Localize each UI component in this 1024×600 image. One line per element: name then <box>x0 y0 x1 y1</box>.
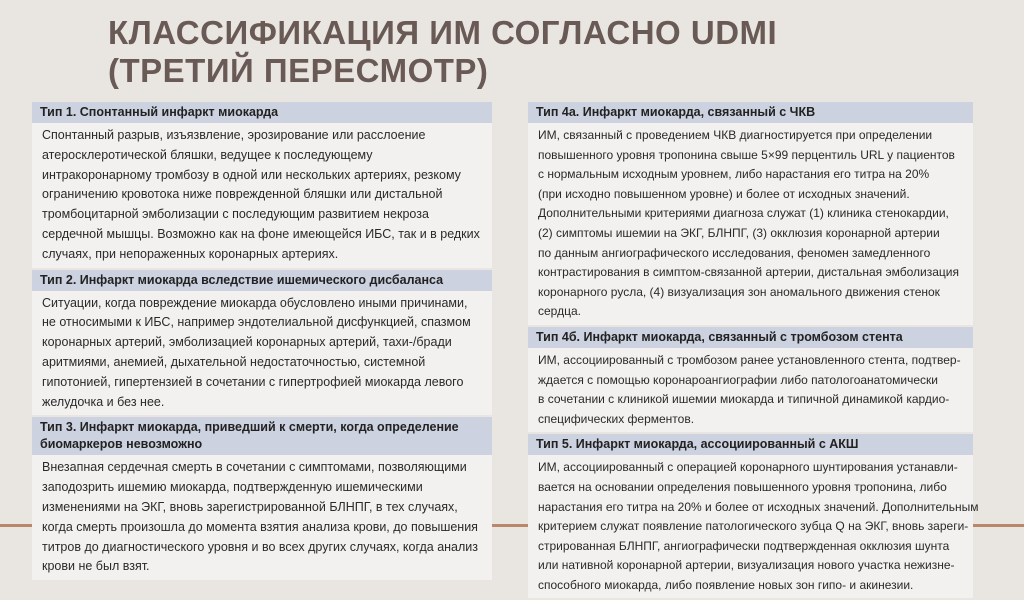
right-type-card <box>528 327 973 432</box>
description-line: нарастания его титра на 20% и более от исходных значений. Дополнительным <box>538 499 979 514</box>
description-line: по данным ангиографического исследования, феномен замедленного <box>538 245 931 260</box>
type-header-line: Тип 1. Спонтанный инфаркт миокарда <box>40 105 279 119</box>
description-line: Внезапная сердечная смерть в сочетании с симптомами, позволяющими <box>42 460 467 475</box>
description-line: повышенного уровня тропонина свыше 5×99 перцентиль URL у пациентов <box>538 147 955 162</box>
type-header-line: Тип 4б. Инфаркт миокарда, связанный с тромбозом стента <box>536 329 903 344</box>
description-line: желудочка и без нее. <box>42 394 165 409</box>
description-line: специфических ферментов. <box>538 411 695 426</box>
description-line: тромбоцитарной эмболизации с последующим развитием некроза <box>42 207 429 222</box>
type-description <box>528 348 973 432</box>
description-line: интракоронарному тромбозу в одной или нескольких артериях, резкому <box>42 167 461 182</box>
type-header <box>528 434 973 455</box>
type-header <box>32 102 492 123</box>
type-header <box>528 102 973 123</box>
left-type-card <box>32 102 492 268</box>
description-line: ИМ, связанный с проведением ЧКВ диагностируется при определении <box>538 128 933 142</box>
description-line: Спонтанный разрыв, изъязвление, эрозирование или расслоение <box>42 128 426 142</box>
description-line: способного миокарда, либо появление новых зон гипо- и акинезии. <box>538 577 914 592</box>
type-description <box>32 291 492 416</box>
description-line: ограничению кровотока ниже поврежденной бляшки или дистальной <box>42 187 443 202</box>
description-line: изменениями на ЭКГ, вновь зарегистрированной БЛНПГ, в тех случаях, <box>42 499 458 514</box>
type-description <box>32 455 492 580</box>
type-description <box>528 455 979 598</box>
slide-title-line-2: (ТРЕТИЙ ПЕРЕСМОТР) <box>108 52 489 89</box>
type-header-line: Тип 4а. Инфаркт миокарда, связанный с ЧКВ <box>536 105 816 119</box>
description-line: гипотонией, гипертензией в сочетании с гипертрофией миокарда левого <box>42 374 464 389</box>
description-line: коронарных артерий, эмболизацией коронарных артерий, тахи-/бради <box>42 335 452 350</box>
description-line: не относимыми к ИБС, например эндотелиальной дисфункцией, спазмом <box>42 315 471 330</box>
description-line: когда смерть произошла до момента взятия анализа крови, до повышения <box>42 519 478 534</box>
description-line: критерием служат появление патологического зубца Q на ЭКГ, вновь зареги- <box>538 519 969 534</box>
description-line: ИМ, ассоциированный с тромбозом ранее установленного стента, подтвер- <box>538 352 961 367</box>
left-column <box>32 102 492 582</box>
slide-title <box>108 14 808 90</box>
type-header-line: Тип 5. Инфаркт миокарда, ассоциированный с АКШ <box>536 437 859 452</box>
right-type-card <box>528 102 973 325</box>
description-line: случаях, при непораженных коронарных артериях. <box>42 246 339 261</box>
description-line: крови не был взят. <box>42 559 150 574</box>
right-column <box>528 102 979 600</box>
type-header <box>32 270 492 291</box>
left-type-card <box>32 417 492 580</box>
type-header-line: Тип 3. Инфаркт миокарда, приведший к смерти, когда определение <box>40 420 459 435</box>
description-line: в сочетании с клиникой ишемии миокарда и типичной динамикой кардио- <box>538 392 950 407</box>
description-line: с нормальным исходным уровнем, либо нарастания его титра на 20% <box>538 167 930 182</box>
type-description <box>528 123 973 325</box>
description-line: контрастирования в симптом-связанной артерии, дистальная эмболизация <box>538 265 959 280</box>
description-line: (при исходно повышенном уровне) и более от исходных значений. <box>538 186 910 201</box>
type-header-line: Тип 2. Инфаркт миокарда вследствие ишемического дисбаланса <box>40 272 444 287</box>
description-line: или нативной коронарной артерии, визуализация нового участка нежизне- <box>538 558 955 573</box>
description-line: вается на основании определения повышенного уровня тропонина, либо <box>538 479 947 494</box>
left-type-card <box>32 270 492 416</box>
type-header <box>528 327 973 348</box>
description-line: Ситуации, когда повреждение миокарда обусловлено иными причинами, <box>42 295 468 310</box>
description-line: коронарного русла, (4) визуализация зон аномального движения стенок <box>538 284 940 299</box>
description-line: ждается с помощью коронароангиографии либо патологоанатомически <box>538 372 938 387</box>
type-description <box>32 123 492 268</box>
slide-title-line-1: КЛАССИФИКАЦИЯ ИМ СОГЛАСНО UDMI <box>108 14 778 51</box>
description-line: стрированная БЛНПГ, ангиографически подтвержденная окклюзия шунта <box>538 538 950 553</box>
description-line: ИМ, ассоциированный с операцией коронарного шунтирования устанавли- <box>538 460 958 475</box>
description-line: сердца. <box>538 304 581 319</box>
type-header <box>32 417 492 455</box>
description-line: Дополнительными критериями диагноза служат (1) клиника стенокардии, <box>538 206 949 221</box>
description-line: (2) симптомы ишемии на ЭКГ, БЛНПГ, (3) окклюзия коронарной артерии <box>538 225 940 240</box>
description-line: сердечной мышцы. Возможно как на фоне имеющейся ИБС, так и в редких <box>42 226 480 241</box>
description-line: титров до диагностического уровня и во всех других случаях, когда анализ <box>42 539 479 554</box>
description-line: заподозрить ишемию миокарда, подтвержденную ишемическими <box>42 480 423 495</box>
description-line: аритмиями, анемией, дыхательной недостаточностью, системной <box>42 354 426 369</box>
type-header-line: биомаркеров невозможно <box>40 437 203 452</box>
description-line: атеросклеротической бляшки, ведущее к последующему <box>42 147 373 162</box>
